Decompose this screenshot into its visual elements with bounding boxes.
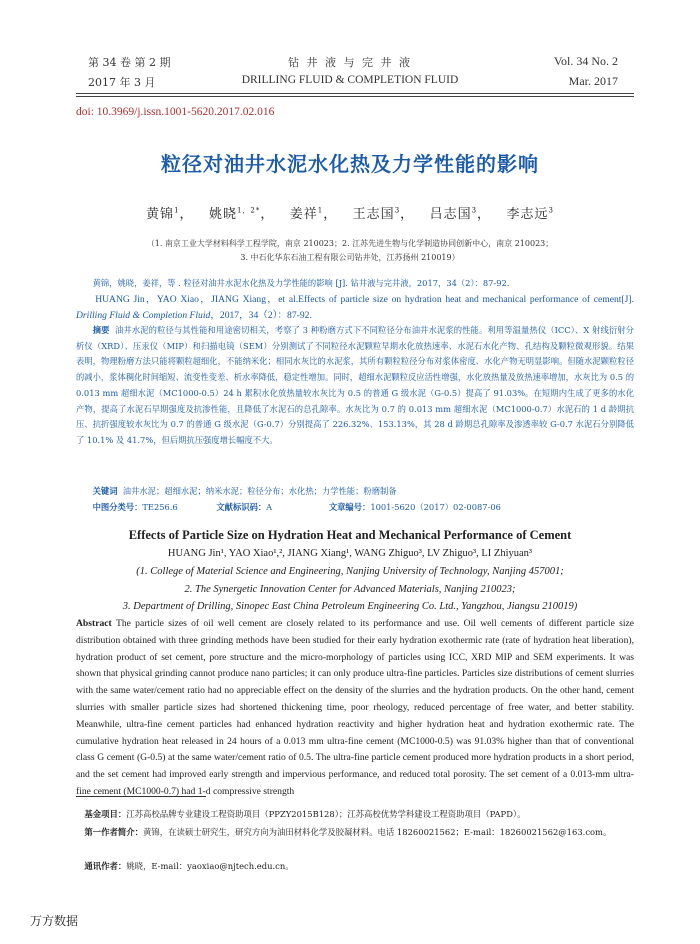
corresponding-label: 通讯作者： [84,861,127,871]
citation-en-part-a: HUANG Jin，YAO Xiao，JIANG Xiang，et al.Effects of particle size on hydration heat and mechanical performance of cement[J]. [95,294,634,305]
keywords-label: 关键词 [92,486,118,496]
author-name: 姜祥 [289,207,318,222]
affiliation-cn-1: （1. 南京工业大学材料科学工程学院，南京 210023；2. 江苏先进生物与化学制造协同创新中心，南京 210023； [146,239,554,248]
abstract-cn-text: 油井水泥的粒径与其性能和用途密切相关，考察了 3 种粉磨方式下不同粒径分布油井水泥浆的性能。利用等温量热仪（ICC）、X 射线衍射分析仪（XRD）、压汞仪（MIP）和扫描电镜（SEM）分别测试了不同粒径水泥颗粒早期水化放热速率、水泥石水化产物、孔结构及颗粒微观形貌。结果表明，物理粉磨方法只能将颗粒超细化，不能纳米化；相同水灰比的水泥浆，其所有颗粒粒径分布对浆体密度、水化产物无明显影响。但随水泥颗粒粒径的减小，浆体稠化时间缩短、流变性变差、析水率降低，稳定性增加。同时，超细水泥颗粒反应活性增强，水化放热量及放热速率增加，水灰比为 0.5 的 0.013 mm 超细水泥（MC1000-0.5）24 h 累积水化放热量较水灰比为 0.5 的普通 G 级水泥（G-0.5）提高了 91.03%。在短期内生成了更多的水化产物，提高了水泥石早期强度及抗渗性能，且降低了水泥石的总孔隙率。水灰比为 0.7 的 0.013 mm 超细水泥（MC1000-0.7）水泥石的 1 d 龄期抗压、抗折强度较水灰比为 0.7 的普通 G 级水泥（G-0.7）分别提高了 226.32%、153.13%，其 28 d 龄期总孔隙率及渗透率较 G-0.7 水泥石分别降低了 10.1% 及 41.7%，但后期抗压强度增长幅度不大。 [76,325,634,445]
first-author-label: 第一作者简介： [84,827,144,837]
doc-code: A [266,502,273,512]
fund-text: 江苏高校品牌专业建设工程资助项目（PPZY2015B128）；江苏高校优势学科建设工程资助项目（PAPD）。 [126,809,526,819]
author-name: 姚晓 [208,207,237,222]
citation-en [76,292,634,323]
keywords: 油井水泥；超细水泥；纳米水泥；粒径分布；水化热；力学性能；粉磨制备 [122,486,397,496]
abstract-en-text: The particle sizes of oil well cement are closely related to its performance and use. Oil well cements of different particle size distribution obtained with three grinding methods have been studied for their early hydration exothermic rate (rate of hydration heat liberation), hydration product of set cement, pore structure and the micro-morphology of particles using ICC, XRD MIP and SEM experiments. It was shown that physical grinding cannot produce nano particles; it can only produce ultra-fine particles. Particles size distributions of cement slurries with the same water/cement ratio had no appreciable effect on the density of the slurries and the hydration products. On the other hand, cement slurries with smaller particle sizes had shortened thickening time, poor rheology, reduced percentage of free water, and better stability. Meanwhile, ultra-fine cement particles had enhanced hydration reactivity and higher hydration heat and hydration exothermic rate. The cumulative hydration heat released in 24 hours of a 0.013 mm ultra-fine cement (MC1000-0.5) was 91.03% higher than that of conventional class G cement (G-0.5) at the same water/cement ratio of 0.5. The ultra-fine particle cement produced more hydration products in a short period, and the set cement had improved early strength and impervious performance, and reduced total porosity. The set cement of a 0.013-mm ultra-fine cement (MC1000-0.7) had 1-d compressive strength [76,618,635,797]
volume-en: Vol. 34 No. 2 [553,54,618,68]
header-rule-2 [76,96,634,97]
clc-label: 中图分类号： [92,502,143,512]
corresponding-text: 姚晓，E-mail：yaoxiao@njtech.edu.cn。 [126,861,294,871]
author-name: 吕志国 [429,207,472,222]
author-sup: 3 [394,206,401,215]
author-sup: 3 [471,206,478,215]
affiliation-en-3: 3. Department of Drilling, Sinopec East China Petroleum Engineering Co. Ltd., Yangzhou, Jiangsu 210019) [122,601,578,612]
watermark: 万方数据 [30,914,79,928]
abstract-cn [76,323,634,449]
author-sup: 3 [548,206,554,215]
journal-name-cn: 钻 井 液 与 完 井 液 [288,56,412,69]
author-name: 黄锦 [146,207,175,222]
abstract-en [76,616,634,801]
doc-code-label: 文献标识码： [216,502,267,512]
abstract-cn-label: 摘要 [92,325,110,335]
classification-line [76,500,634,516]
title-en: Effects of Particle Size on Hydration Heat and Mechanical Performance of Cement [128,528,572,542]
fund-label: 基金项目： [84,809,127,819]
volume-cn: 第 34 卷 第 2 期 [88,56,171,69]
author-sup: 1 [174,206,180,215]
first-author-text: 黄锦，在读硕士研究生，研究方向为油田材料化学及胶凝材料。电话 18260021562；E-mail：18260021562@163.com。 [143,827,612,837]
affiliation-en-1: (1. College of Material Science and Engineering, Nanjing University of Technology, Nanjing 457001; [136,566,564,577]
author-name: 李志远 [506,207,549,222]
date-en: Mar. 2017 [568,74,618,88]
authors-cn: 黄锦$^1$， 姚晓$^{1,2*}$， 姜祥$^1$， 王志国$^3$， 吕志国$^3$， 李志远$^3$ [146,206,554,222]
title-cn: 粒径对油井水泥水化热及力学性能的影响 [161,152,539,176]
first-author-note [76,824,634,840]
article-no: 1001-5620（2017）02-0087-06 [370,502,501,512]
citation-en-journal: Drilling Fluid & Completion Fluid [76,309,211,321]
header-rule-1 [76,93,634,94]
corresponding-note [76,858,634,874]
article-no-label: 文章编号： [328,502,371,512]
doi[interactable]: doi: 10.3969/j.issn.1001-5620.2017.02.016 [76,106,275,118]
abstract-en-label: Abstract [76,618,112,629]
journal-name-en: DRILLING FLUID & COMPLETION FLUID [241,74,459,86]
affiliation-cn-2: 3. 中石化华东石油工程有限公司钻井处，江苏扬州 210019） [240,253,460,262]
citation-en-part-b: ，2017，34（2）：87-92. [210,309,312,321]
authors-en: HUANG Jin¹, YAO Xiao¹,², JIANG Xiang¹, WANG Zhiguo³, LV Zhiguo³, LI Zhiyuan³ [167,548,533,559]
author-sup: 1，2* [236,206,261,215]
clc: TE256.6 [142,502,178,512]
date-cn: 2017 年 3 月 [88,76,156,89]
author-name: 王志国 [352,207,395,222]
affiliation-en-2: 2. The Synergetic Innovation Center for Advanced Materials, Nanjing 210023; [184,584,516,595]
citation-cn: 黄锦，姚晓，姜祥，等 . 粒径对油井水泥水化热及力学性能的影响 [J]. 钻井液与完井液，2017，34（2）：87-92. [92,278,510,288]
fund-note [76,806,634,822]
author-sup: 1 [317,206,324,215]
footnote-rule [76,796,206,797]
keywords-line [76,484,634,500]
